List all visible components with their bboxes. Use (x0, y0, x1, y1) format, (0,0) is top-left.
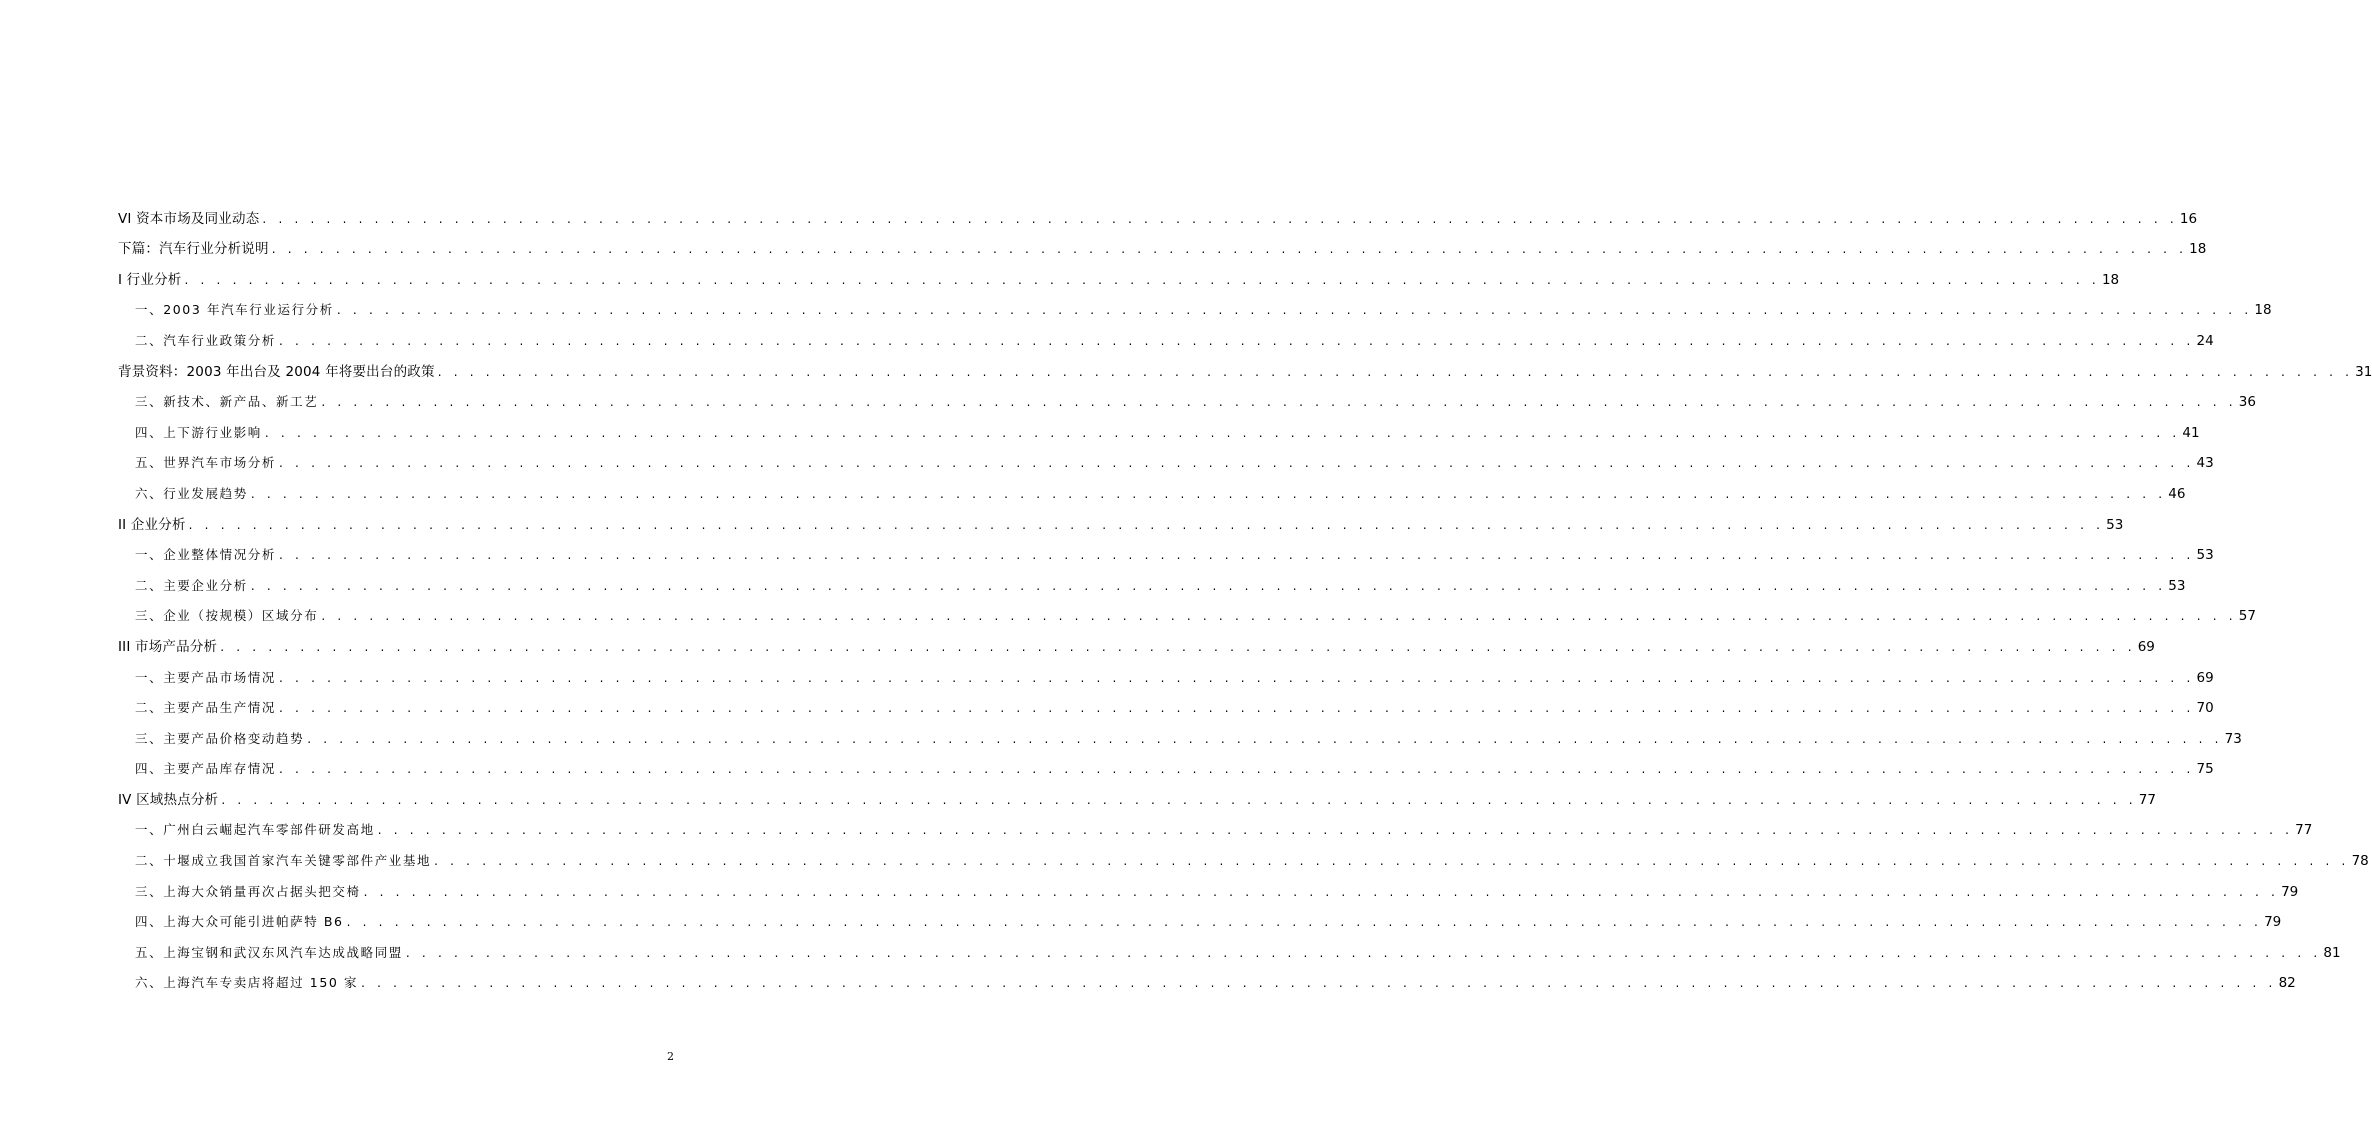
toc-dot-leader: . . . . . . . . . . . . . . . . . . . . . . . . . . . . . . . . . . . . . . . . . . . . . . . . . . . . . . . . . . . . . . . . . . . . . . . . . . . . . . . . . . . . . . . . . . . . . . . . . . . . . . . . . . . . . . . . . . . . . . . . (250, 578, 2167, 593)
toc-entry-page-number: 36 (2238, 394, 2256, 411)
toc-dot-leader: . . . . . . . . . . . . . . . . . . . . . . . . . . . . . . . . . . . . . . . . . . . . . . . . . . . . . . . . . . . . . . . . . . . . . . . . . . . . . . . . . . . . . . . . . . . . . . . . . . . . . . . . . . . . . . . . . . . . . . . . (262, 211, 2178, 226)
toc-entry-page-number: 46 (2168, 485, 2186, 502)
table-of-contents (118, 196, 2372, 992)
toc-entry-title: IV 区域热点分析 (118, 791, 219, 808)
toc-entry-title: 三、新技术、新产品、新工艺 (135, 394, 319, 410)
toc-dot-leader: . . . . . . . . . . . . . . . . . . . . . . . . . . . . . . . . . . . . . . . . . . . . . . . . . . . . . . . . . . . . . . . . . . . . . . . . . . . . . . . . . . . . . . . . . . . . . . . . . . . . . . . . . . . . . . . . . . . . . . . . (434, 854, 2350, 869)
toc-entry-page-number: 79 (2281, 883, 2299, 900)
toc-entry-title: 一、主要产品市场情况 (135, 669, 277, 685)
toc-entry[interactable] (118, 961, 2296, 992)
toc-entry[interactable] (118, 471, 2186, 502)
toc-dot-leader: . . . . . . . . . . . . . . . . . . . . . . . . . . . . . . . . . . . . . . . . . . . . . . . . . . . . . . . . . . . . . . . . . . . . . . . . . . . . . . . . . . . . . . . . . . . . . . . . . . . . . . . . . . . . . . . . . . . . . . . . (264, 425, 2181, 440)
toc-dot-leader: . . . . . . . . . . . . . . . . . . . . . . . . . . . . . . . . . . . . . . . . . . . . . . . . . . . . . . . . . . . . . . . . . . . . . . . . . . . . . . . . . . . . . . . . . . . . . . . . . . . . . . . . . . . . . . . . . . . . . . . . (279, 670, 2195, 685)
toc-entry[interactable] (118, 502, 2124, 533)
toc-entry-page-number: 24 (2196, 332, 2214, 349)
toc-entry[interactable] (118, 624, 2155, 655)
toc-entry-title: 背景资料：2003 年出台及 2004 年将要出台的政策 (118, 363, 435, 380)
toc-entry[interactable] (118, 533, 2214, 564)
toc-dot-leader: . . . . . . . . . . . . . . . . . . . . . . . . . . . . . . . . . . . . . . . . . . . . . . . . . . . . . . . . . . . . . . . . . . . . . . . . . . . . . . . . . . . . . . . . . . . . . . . . . . . . . . . . . . . . . . . . . . . . . . . . (321, 609, 2237, 624)
toc-entry[interactable] (118, 410, 2200, 441)
toc-entry[interactable] (118, 380, 2256, 411)
toc-dot-leader: . . . . . . . . . . . . . . . . . . . . . . . . . . . . . . . . . . . . . . . . . . . . . . . . . . . . . . . . . . . . . . . . . . . . . . . . . . . . . . . . . . . . . . . . . . . . . . . . . . . . . . . . . . . . . . . . . . . . . . . . (363, 884, 2280, 899)
page-number: 2 (667, 1050, 674, 1063)
toc-entry[interactable] (118, 808, 2313, 839)
toc-entry-title: II 企业分析 (118, 516, 186, 533)
toc-entry[interactable] (118, 196, 2198, 227)
toc-entry-title: 六、行业发展趋势 (135, 485, 248, 501)
toc-entry-page-number: 77 (2295, 822, 2313, 839)
toc-entry[interactable] (118, 288, 2272, 319)
toc-entry-page-number: 53 (2196, 547, 2214, 564)
toc-entry[interactable] (118, 869, 2299, 900)
toc-entry-page-number: 18 (2254, 302, 2272, 319)
toc-entry-title: 三、主要产品价格变动趋势 (135, 730, 305, 746)
toc-dot-leader: . . . . . . . . . . . . . . . . . . . . . . . . . . . . . . . . . . . . . . . . . . . . . . . . . . . . . . . . . . . . . . . . . . . . . . . . . . . . . . . . . . . . . . . . . . . . . . . . . . . . . . . . . . . . . . . . . . . . . . . . (377, 823, 2294, 838)
toc-entry-page-number: 43 (2196, 455, 2214, 472)
toc-entry-title: I 行业分析 (118, 271, 182, 288)
toc-entry-page-number: 16 (2179, 210, 2198, 227)
toc-entry[interactable] (118, 257, 2120, 288)
toc-entry-title: 二、十堰成立我国首家汽车关键零部件产业基地 (135, 853, 432, 869)
toc-entry[interactable] (118, 930, 2341, 961)
toc-dot-leader: . . . . . . . . . . . . . . . . . . . . . . . . . . . . . . . . . . . . . . . . . . . . . . . . . . . . . . . . . . . . . . . . . . . . . . . . . . . . . . . . . . . . . . . . . . . . . . . . . . . . . . . . . . . . . . . . . . . . . . . . (184, 272, 2100, 287)
toc-dot-leader: . . . . . . . . . . . . . . . . . . . . . . . . . . . . . . . . . . . . . . . . . . . . . . . . . . . . . . . . . . . . . . . . . . . . . . . . . . . . . . . . . . . . . . . . . . . . . . . . . . . . . . . . . . . . . . . . . . . . . . . . (279, 701, 2195, 716)
toc-dot-leader: . . . . . . . . . . . . . . . . . . . . . . . . . . . . . . . . . . . . . . . . . . . . . . . . . . . . . . . . . . . . . . . . . . . . . . . . . . . . . . . . . . . . . . . . . . . . . . . . . . . . . . . . . . . . . . . . . . . . . . . . (307, 731, 2223, 746)
toc-entry-title: 一、企业整体情况分析 (135, 547, 277, 563)
toc-dot-leader: . . . . . . . . . . . . . . . . . . . . . . . . . . . . . . . . . . . . . . . . . . . . . . . . . . . . . . . . . . . . . . . . . . . . . . . . . . . . . . . . . . . . . . . . . . . . . . . . . . . . . . . . . . . . . . . . . . . . . . . . (220, 639, 2136, 654)
toc-entry-title: III 市场产品分析 (118, 638, 218, 655)
toc-entry[interactable] (118, 716, 2242, 747)
toc-entry[interactable] (118, 838, 2369, 870)
toc-entry-page-number: 78 (2351, 853, 2369, 870)
toc-entry[interactable] (118, 349, 2372, 380)
toc-entry-title: 一、2003 年汽车行业运行分析 (135, 302, 334, 318)
toc-entry-page-number: 53 (2168, 577, 2186, 594)
toc-entry-title: 四、主要产品库存情况 (135, 761, 277, 777)
toc-entry-page-number: 18 (2189, 241, 2207, 258)
toc-entry[interactable] (118, 441, 2214, 472)
toc-entry[interactable] (118, 655, 2214, 686)
toc-entry-page-number: 69 (2137, 638, 2155, 655)
toc-entry-page-number: 18 (2101, 271, 2120, 288)
toc-entry-title: 二、汽车行业政策分析 (135, 332, 277, 348)
toc-entry-page-number: 70 (2196, 700, 2214, 717)
toc-dot-leader: . . . . . . . . . . . . . . . . . . . . . . . . . . . . . . . . . . . . . . . . . . . . . . . . . . . . . . . . . . . . . . . . . . . . . . . . . . . . . . . . . . . . . . . . . . . . . . . . . . . . . . . . . . . . . . . . . . . . . . . . (346, 915, 2263, 930)
toc-entry-title: 三、企业（按规模）区域分布 (135, 608, 319, 624)
toc-entry-title: 二、主要企业分析 (135, 577, 248, 593)
toc-entry-title: 五、世界汽车市场分析 (135, 455, 277, 471)
toc-entry-page-number: 41 (2182, 424, 2200, 441)
toc-dot-leader: . . . . . . . . . . . . . . . . . . . . . . . . . . . . . . . . . . . . . . . . . . . . . . . . . . . . . . . . . . . . . . . . . . . . . . . . . . . . . . . . . . . . . . . . . . . . . . . . . . . . . . . . . . . . . . . . . . . . . . . . (336, 303, 2253, 318)
toc-entry-title: VI 资本市场及同业动态 (118, 210, 260, 227)
toc-entry-page-number: 73 (2224, 730, 2242, 747)
toc-dot-leader: . . . . . . . . . . . . . . . . . . . . . . . . . . . . . . . . . . . . . . . . . . . . . . . . . . . . . . . . . . . . . . . . . . . . . . . . . . . . . . . . . . . . . . . . . . . . . . . . . . . . . . . . . . . . . . . . . . . . . . . . (188, 517, 2105, 532)
toc-entry-title: 一、广州白云崛起汽车零部件研发高地 (135, 822, 375, 838)
toc-entry[interactable] (118, 563, 2186, 594)
toc-dot-leader: . . . . . . . . . . . . . . . . . . . . . . . . . . . . . . . . . . . . . . . . . . . . . . . . . . . . . . . . . . . . . . . . . . . . . . . . . . . . . . . . . . . . . . . . . . . . . . . . . . . . . . . . . . . . . . . . . . . . . . . . (279, 333, 2195, 348)
toc-dot-leader: . . . . . . . . . . . . . . . . . . . . . . . . . . . . . . . . . . . . . . . . . . . . . . . . . . . . . . . . . . . . . . . . . . . . . . . . . . . . . . . . . . . . . . . . . . . . . . . . . . . . . . . . . . . . . . . . . . . . . . . . (250, 486, 2167, 501)
toc-dot-leader: . . . . . . . . . . . . . . . . . . . . . . . . . . . . . . . . . . . . . . . . . . . . . . . . . . . . . . . . . . . . . . . . . . . . . . . . . . . . . . . . . . . . . . . . . . . . . . . . . . . . . . . . . . . . . . . . . . . . . . . . (279, 456, 2195, 471)
toc-entry-page-number: 31 (2355, 363, 2372, 380)
toc-dot-leader: . . . . . . . . . . . . . . . . . . . . . . . . . . . . . . . . . . . . . . . . . . . . . . . . . . . . . . . . . . . . . . . . . . . . . . . . . . . . . . . . . . . . . . . . . . . . . . . . . . . . . . . . . . . . . . . . . . . . . . . . (279, 548, 2195, 563)
toc-entry[interactable] (118, 747, 2214, 778)
toc-entry[interactable] (118, 777, 2156, 808)
toc-entry[interactable] (118, 594, 2256, 625)
toc-dot-leader: . . . . . . . . . . . . . . . . . . . . . . . . . . . . . . . . . . . . . . . . . . . . . . . . . . . . . . . . . . . . . . . . . . . . . . . . . . . . . . . . . . . . . . . . . . . . . . . . . . . . . . . . . . . . . . . . . . . . . . . . (405, 945, 2322, 960)
toc-entry-title: 二、主要产品生产情况 (135, 700, 277, 716)
toc-entry-page-number: 53 (2106, 516, 2124, 533)
toc-entry-page-number: 75 (2196, 761, 2214, 778)
toc-entry[interactable] (118, 227, 2207, 258)
toc-dot-leader: . . . . . . . . . . . . . . . . . . . . . . . . . . . . . . . . . . . . . . . . . . . . . . . . . . . . . . . . . . . . . . . . . . . . . . . . . . . . . . . . . . . . . . . . . . . . . . . . . . . . . . . . . . . . . . . . . . . . . . . . (437, 364, 2354, 379)
toc-entry-title: 六、上海汽车专卖店将超过 150 家 (135, 975, 359, 991)
toc-entry-page-number: 69 (2196, 669, 2214, 686)
toc-entry-page-number: 82 (2278, 975, 2296, 992)
toc-dot-leader: . . . . . . . . . . . . . . . . . . . . . . . . . . . . . . . . . . . . . . . . . . . . . . . . . . . . . . . . . . . . . . . . . . . . . . . . . . . . . . . . . . . . . . . . . . . . . . . . . . . . . . . . . . . . . . . . . . . . . . . . (279, 762, 2195, 777)
toc-entry-page-number: 79 (2264, 914, 2282, 931)
toc-dot-leader: . . . . . . . . . . . . . . . . . . . . . . . . . . . . . . . . . . . . . . . . . . . . . . . . . . . . . . . . . . . . . . . . . . . . . . . . . . . . . . . . . . . . . . . . . . . . . . . . . . . . . . . . . . . . . . . . . . . . . . . . (361, 976, 2277, 991)
toc-entry[interactable] (118, 318, 2214, 349)
toc-entry-page-number: 57 (2238, 608, 2256, 625)
toc-entry[interactable] (118, 686, 2214, 717)
toc-dot-leader: . . . . . . . . . . . . . . . . . . . . . . . . . . . . . . . . . . . . . . . . . . . . . . . . . . . . . . . . . . . . . . . . . . . . . . . . . . . . . . . . . . . . . . . . . . . . . . . . . . . . . . . . . . . . . . . . . . . . . . . . (221, 792, 2137, 807)
toc-entry[interactable] (118, 900, 2282, 931)
toc-entry-title: 下篇：汽车行业分析说明 (118, 241, 269, 258)
toc-entry-title: 四、上下游行业影响 (135, 424, 262, 440)
toc-entry-page-number: 77 (2138, 791, 2156, 808)
toc-entry-title: 五、上海宝钢和武汉东风汽车达成战略同盟 (135, 944, 403, 960)
toc-entry-title: 四、上海大众可能引进帕萨特 B6 (135, 914, 344, 930)
toc-entry-page-number: 81 (2323, 944, 2341, 961)
toc-dot-leader: . . . . . . . . . . . . . . . . . . . . . . . . . . . . . . . . . . . . . . . . . . . . . . . . . . . . . . . . . . . . . . . . . . . . . . . . . . . . . . . . . . . . . . . . . . . . . . . . . . . . . . . . . . . . . . . . . . . . . . . . (321, 395, 2237, 410)
toc-dot-leader: . . . . . . . . . . . . . . . . . . . . . . . . . . . . . . . . . . . . . . . . . . . . . . . . . . . . . . . . . . . . . . . . . . . . . . . . . . . . . . . . . . . . . . . . . . . . . . . . . . . . . . . . . . . . . . . . . . . . . . . . (271, 242, 2188, 257)
toc-entry-title: 三、上海大众销量再次占据头把交椅 (135, 883, 361, 899)
